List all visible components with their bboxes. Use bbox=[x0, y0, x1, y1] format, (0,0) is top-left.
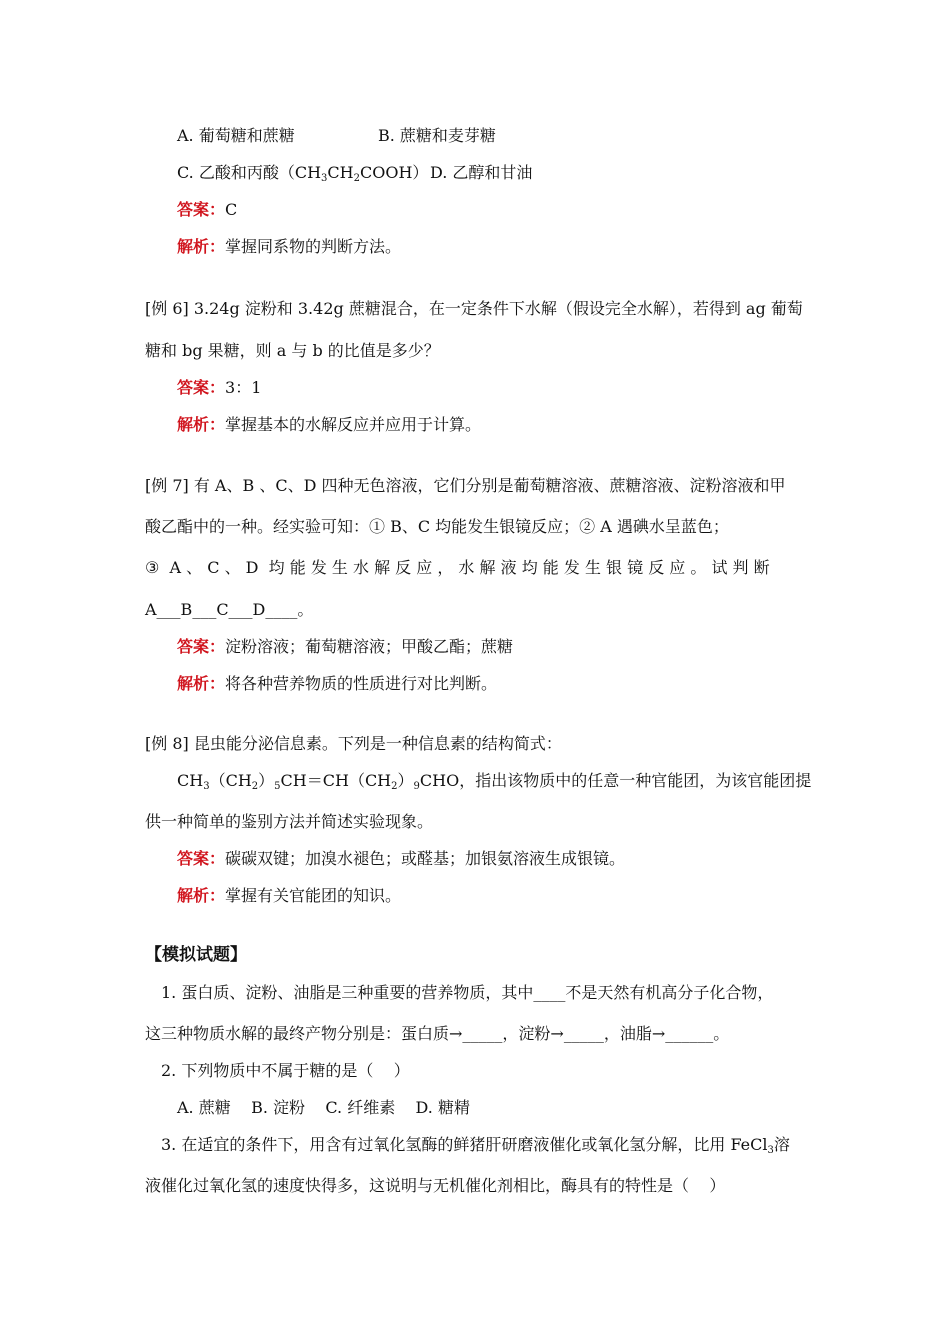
example-7-question-line-2: 酸乙酯中的一种。经实验可知：① B、C 均能发生银镜反应；② A 遇碘水呈蓝色； bbox=[145, 517, 729, 536]
answer-line bbox=[177, 636, 513, 658]
question-3-line-1: 3. 在适宜的条件下，用含有过氧化氢酶的鲜猪肝研磨液催化或氧化氢分解，比用 FeCl$_3$溶 bbox=[161, 1135, 790, 1156]
example-7-question-line-1: [例 7] 有 A、B 、C、D 四种无色溶液，它们分别是葡萄糖溶液、蔗糖溶液、淀粉溶液和甲 bbox=[145, 476, 786, 495]
example-7-question-line-4: A___B___C___D____。 bbox=[145, 600, 314, 619]
analysis-line bbox=[177, 236, 401, 258]
answer-line bbox=[177, 199, 237, 221]
analysis-line bbox=[177, 414, 481, 436]
analysis-text: 掌握有关官能团的知识。 bbox=[225, 886, 402, 905]
answer-line bbox=[177, 848, 625, 870]
section-title: 【模拟试题】 bbox=[145, 945, 247, 965]
analysis-label: 解析： bbox=[177, 886, 226, 905]
option-d: D. 乙醇和甘油 bbox=[430, 163, 533, 182]
analysis-text: 掌握基本的水解反应并应用于计算。 bbox=[225, 415, 482, 434]
answer-label: 答案： bbox=[177, 378, 226, 397]
analysis-text: 掌握同系物的判断方法。 bbox=[225, 237, 402, 256]
option-c: C. 乙酸和丙酸$(CH_3CH_2COOH)$ bbox=[177, 163, 429, 184]
answer-line bbox=[177, 377, 261, 399]
question-2-line-1: 2. 下列物质中不属于糖的是（ ） bbox=[161, 1061, 410, 1080]
question-1-line-1: 1. 蛋白质、淀粉、油脂是三种重要的营养物质，其中____不是天然有机高分子化合物， bbox=[161, 983, 774, 1002]
answer-text: 淀粉溶液；葡萄糖溶液；甲酸乙酯；蔗糖 bbox=[225, 637, 514, 656]
answer-label: 答案： bbox=[177, 849, 226, 868]
analysis-label: 解析： bbox=[177, 674, 226, 693]
answer-label: 答案： bbox=[177, 200, 226, 219]
question-3-line-2: 液催化过氧化氢的速度快得多，这说明与无机催化剂相比，酶具有的特性是（ ） bbox=[145, 1176, 726, 1195]
analysis-text: 将各种营养物质的性质进行对比判断。 bbox=[225, 674, 498, 693]
answer-text: 碳碳双键；加溴水褪色；或醛基；加银氨溶液生成银镜。 bbox=[225, 849, 626, 868]
analysis-line bbox=[177, 885, 401, 907]
question-2-options: A. 蔗糖 B. 淀粉 C. 纤维素 D. 糖精 bbox=[177, 1098, 470, 1117]
example-8-question-line-1: [例 8] 昆虫能分泌信息素。下列是一种信息素的结构简式： bbox=[145, 734, 562, 753]
question-1-line-2: 这三种物质水解的最终产物分别是：蛋白质→_____，淀粉→_____，油脂→______。 bbox=[145, 1024, 730, 1043]
example-8-question-line-3: 供一种简单的鉴别方法并简述实验现象。 bbox=[145, 812, 434, 831]
analysis-line bbox=[177, 673, 497, 695]
analysis-label: 解析： bbox=[177, 415, 226, 434]
answer-label: 答案： bbox=[177, 637, 226, 656]
answer-text: 3：1 bbox=[225, 378, 262, 397]
example-8-formula-line: $CH_3(CH_2)_5CH=CH(CH_2)_9CHO$，指出该物质中的任意一种官能团，为该官能团提 bbox=[177, 771, 812, 792]
answer-text: C bbox=[225, 200, 238, 219]
example-6-question-line-1: [例 6] 3.24g 淀粉和 3.42g 蔗糖混合，在一定条件下水解（假设完全水解），若得到 ag 葡萄 bbox=[145, 299, 803, 318]
example-6-question-line-2: 糖和 bg 果糖，则 a 与 b 的比值是多少？ bbox=[145, 341, 440, 360]
option-a: A. 葡萄糖和蔗糖 bbox=[177, 126, 295, 145]
analysis-label: 解析： bbox=[177, 237, 226, 256]
option-b: B. 蔗糖和麦芽糖 bbox=[378, 126, 496, 145]
example-7-question-line-3: ③ A 、 C 、 D 均 能 发 生 水 解 反 应 ， 水 解 液 均 能 发 生 银 镜 反 应 。 试 判 断 bbox=[145, 558, 770, 577]
